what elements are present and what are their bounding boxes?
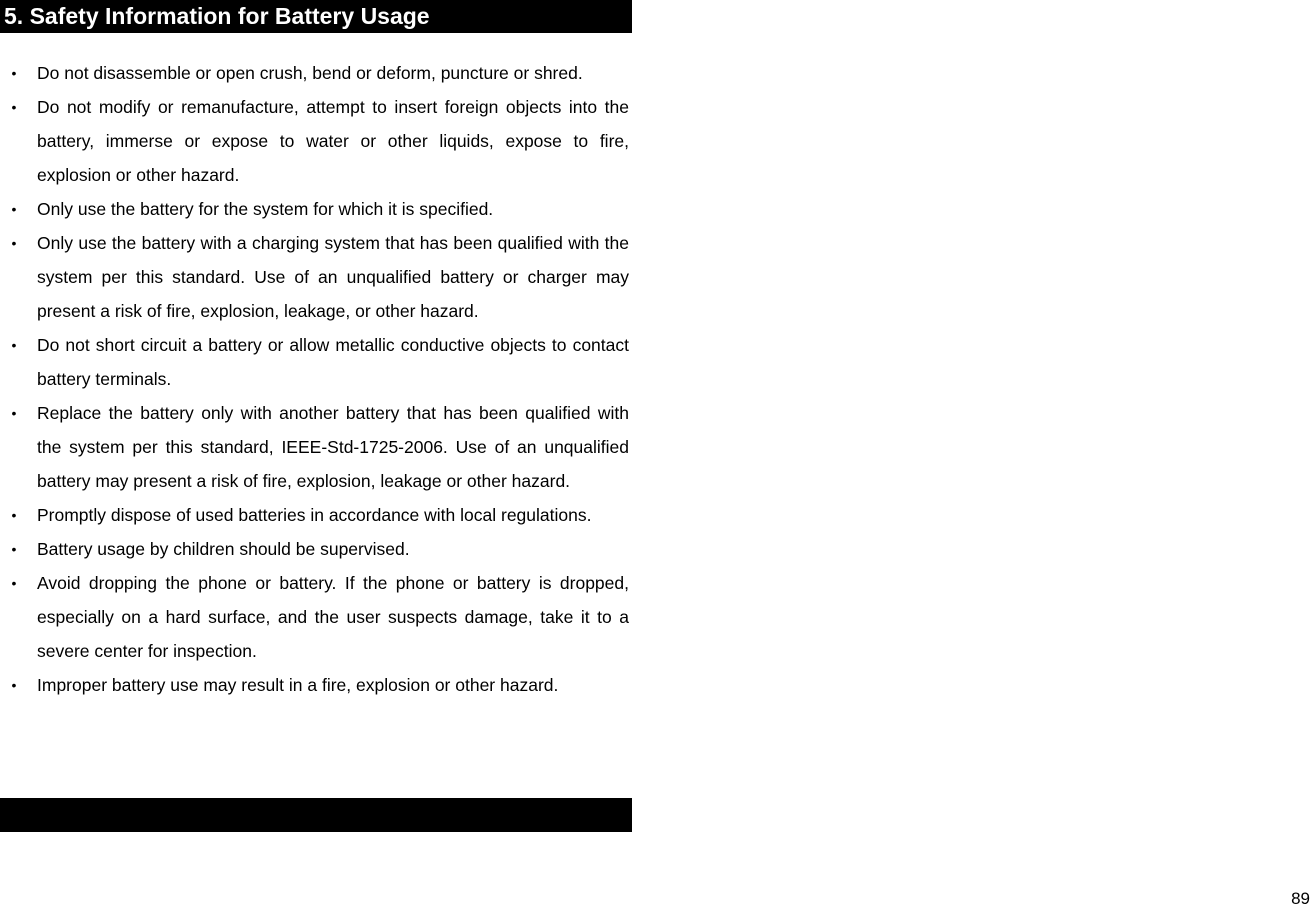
safety-bullet-list [0, 56, 632, 702]
bullet-icon: • [11, 405, 17, 421]
list-item-text: Avoid dropping the phone or battery. If the phone or battery is dropped, especially on a hard surface, and the user suspects damage, take it to a severe center for inspection. [37, 573, 629, 661]
bullet-icon: • [11, 575, 17, 591]
bullet-icon: • [11, 65, 17, 81]
footer-bar [0, 798, 632, 832]
bullet-icon: • [11, 99, 17, 115]
list-item [0, 396, 632, 498]
section-title: 5. Safety Information for Battery Usage [0, 0, 632, 33]
list-item-text: Do not modify or remanufacture, attempt to insert foreign objects into the battery, immerse or expose to water or other liquids, expose to fire, explosion or other hazard. [37, 97, 629, 185]
list-item [0, 668, 632, 702]
bullet-icon: • [11, 677, 17, 693]
list-item-text: Only use the battery for the system for which it is specified. [37, 199, 494, 219]
list-item-text: Only use the battery with a charging system that has been qualified with the system per this standard. Use of an unqualified battery or charger may present a risk of fire, explosion, leakage, or other hazard. [37, 233, 629, 321]
list-item-text: Battery usage by children should be supervised. [37, 539, 410, 559]
list-item-text: Replace the battery only with another battery that has been qualified with the system per this standard, IEEE-Std-1725-2006. Use of an unqualified battery may present a risk of fire, explosion, leakage or other hazard. [37, 403, 629, 491]
list-item [0, 226, 632, 328]
page-number: 89 [1291, 889, 1310, 908]
bullet-icon: • [11, 235, 17, 251]
list-item-text: Improper battery use may result in a fire, explosion or other hazard. [37, 675, 559, 695]
list-item [0, 532, 632, 566]
list-item-text: Do not disassemble or open crush, bend or deform, puncture or shred. [37, 63, 583, 83]
bullet-icon: • [11, 507, 17, 523]
list-item [0, 192, 632, 226]
list-item [0, 56, 632, 90]
list-item-text: Do not short circuit a battery or allow metallic conductive objects to contact battery terminals. [37, 335, 629, 389]
bullet-icon: • [11, 337, 17, 353]
list-item [0, 328, 632, 396]
list-item [0, 498, 632, 532]
list-item [0, 90, 632, 192]
bullet-icon: • [11, 201, 17, 217]
list-item [0, 566, 632, 668]
bullet-icon: • [11, 541, 17, 557]
list-item-text: Promptly dispose of used batteries in accordance with local regulations. [37, 505, 592, 525]
